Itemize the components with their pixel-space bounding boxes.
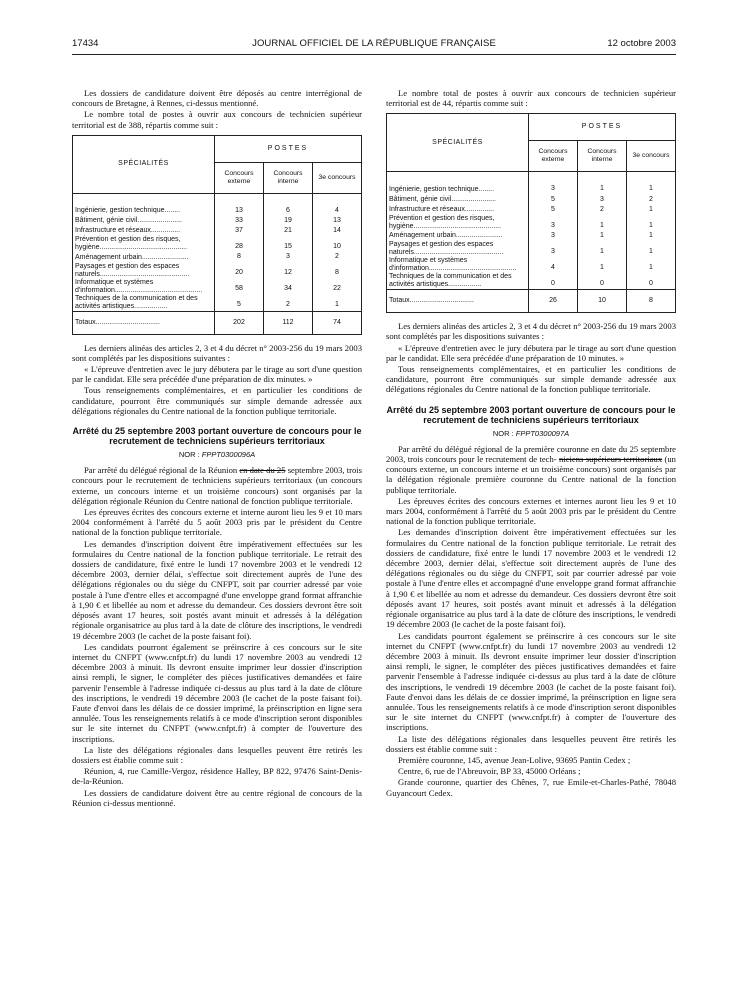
table-row: Techniques de la communication et des activités artistiques................. 0 0 0 — [387, 273, 676, 290]
arrete-title: Arrêté du 25 septembre 2003 portant ouverture de concours pour le recrutement de techniciens supérieurs territoriaux — [72, 426, 362, 447]
table-row: Infrastructure et réseaux............... 37 21 14 — [73, 226, 362, 236]
journal-title: JOURNAL OFFICIEL DE LA RÉPUBLIQUE FRANÇAISE — [252, 38, 496, 49]
table-row: Paysages et gestion des espaces naturels.............................................. 3 1 1 — [387, 241, 676, 257]
paragraph: La liste des délégations régionales dans lesquelles peuvent être retirés les dossiers est établie comme suit : — [72, 744, 362, 765]
col-externe: Concours externe — [215, 162, 264, 193]
table-row: Informatique et systèmes d'information............................................. 4 1 1 — [387, 257, 676, 273]
nor-reference: NOR : FPPT0300096A — [178, 450, 256, 460]
table-row: Ingénierie, gestion technique........ 3 1 1 — [387, 184, 676, 194]
nor-reference: NOR : FPPT0300097A — [492, 428, 570, 438]
totals-row: Totaux................................. 202 112 74 — [73, 311, 362, 334]
paragraph: Les derniers alinéas des articles 2, 3 et 4 du décret n° 2003-256 du 19 mars 2003 sont complétés par les dispositions suivantes : — [386, 321, 676, 342]
paragraph: Les demandes d'inscription doivent être impérativement effectuées sur les formulaires du Centre national de la fonction publique territoriale. Le retrait des dossiers de candidature, fixé entre le lundi 17 novembre 2003 et le vendredi 12 décembre 2003, dernier délai, s'effectue soit directement auprès de l'une des délégations régionales ou du siège du CNFPT, soit par courrier adressé par voie postale à l'une d'entre elles et accompagné d'une enveloppe grand format affranchie à 1,90 € et libellée au nom et adresse du demandeur. Ces dossiers devront être soit déposés avant 17 heures, soit postés avant minuit et adressés à la délégation régionale organisatrice au plus tard à la date de clôture des inscriptions, le vendredi 19 décembre 2003 (le cachet de la poste faisant foi). — [72, 538, 362, 641]
paragraph: Les candidats pourront également se préinscrire à ces concours sur le site internet du CNFPT (www.cnfpt.fr) du lundi 17 novembre 2003 au vendredi 12 décembre 2003 à minuit. Ils devront ensuite imprimer leur dossier d'inscription ainsi rempli, le signer, le compléter des pièces justificatives demandées et faire parvenir l'ensemble à l'adresse indiquée ci-dessus au plus tard à la date de clôture des inscriptions, le vendredi 19 décembre 2003 (le cachet de la poste faisant foi). Faute d'envoi dans les délais de ce dossier imprimé, la préinscription en ligne sera annulée. Tous les renseignements relatifs à ce mode d'inscription seront disponibles sur le site internet du CNFPT (www.cnfpt.fr) à compter de l'ouverture des inscriptions. — [386, 630, 676, 733]
table-row: Bâtiment, génie civil....................... 33 19 13 — [73, 216, 362, 226]
col-postes: POSTES — [529, 114, 676, 141]
issue-date: 12 octobre 2003 — [607, 38, 676, 49]
totals-row: Totaux................................. 26 10 8 — [387, 290, 676, 313]
col-3e: 3e concours — [627, 141, 676, 172]
paragraph: Les demandes d'inscription doivent être impérativement effectuées sur les formulaires du Centre national de la fonction publique territoriale. Le retrait des dossiers de candidature, fixé entre le lundi 17 novembre 2003 et le vendredi 12 décembre 2003, dernier délai, s'effectue soit directement auprès de l'une des délégations régionales ou du siège du CNFPT, soit par courrier adressé par voie postale à l'une d'entre elles et accompagné d'une enveloppe grand format affranchie à 1,90 € et libellée au nom et adresse du demandeur. Ces dossiers devront être soit déposés avant 17 heures, soit postés avant minuit et adressés à la délégation régionale organisatrice au plus tard à la date de clôture des inscriptions, le vendredi 19 décembre 2003 (le cachet de la poste faisant foi). — [386, 527, 676, 630]
col-specialites: SPÉCIALITÉS — [73, 135, 215, 193]
paragraph: Par arrêté du délégué régional de la première couronne en date du 25 septembre 2003, trois concours pour le recrutement de tech- niciens supérieurs territoriaux (un concours externe, un concours interne et un troisième concours) sont organisés par la délégation régionale première couronne du Centre national de la fonction publique territoriale. — [386, 443, 676, 495]
table-row: Techniques de la communication et des activités artistiques................. 5 2 1 — [73, 295, 362, 312]
col-postes: POSTES — [215, 135, 362, 162]
left-column — [72, 88, 362, 809]
table-row: Prévention et gestion des risques, hygiène............................................. 28 15 10 — [73, 236, 362, 252]
paragraph: Les dossiers de candidature doivent être au centre régional de concours de la Réunion ci-dessus mentionné. — [72, 787, 362, 808]
postes-table — [72, 135, 362, 335]
page-number: 17434 — [72, 38, 99, 49]
paragraph: Le nombre total de postes à ouvrir aux concours de technicien supérieur territorial est de 388, répartis comme suit : — [72, 109, 362, 130]
paragraph: Par arrêté du délégué régional de la Réunion en date du 25 septembre 2003, trois concours pour le recrutement de techniciens supérieurs territoriaux (un concours externe, un concours interne et un troisième concours) sont organisés par la délégation régionale Réunion du Centre national de fonction publique territoriale. — [72, 465, 362, 506]
table-row: Bâtiment, génie civil....................... 5 3 2 — [387, 195, 676, 205]
col-specialites: SPÉCIALITÉS — [387, 114, 529, 172]
paragraph: Tous renseignements complémentaires, et en particulier les conditions de candidature, pourront être communiqués sur simple demande adressée aux délégations régionales du Centre national de la fonction publique territoriale. — [72, 385, 362, 416]
table-row: Prévention et gestion des risques, hygiène............................................. 3 1 1 — [387, 215, 676, 231]
running-header — [72, 38, 676, 52]
arrete-title: Arrêté du 25 septembre 2003 portant ouverture de concours pour le recrutement de techniciens supérieurs territoriaux — [386, 404, 676, 425]
paragraph: Les candidats pourront également se préinscrire à ces concours sur le site internet du CNFPT (www.cnfpt.fr) du lundi 17 novembre 2003 au vendredi 12 décembre 2003 à minuit. Ils devront ensuite imprimer leur dossier d'inscription ainsi rempli, le signer, le compléter des pièces justificatives demandées et faire parvenir l'ensemble à l'adresse indiquée ci-dessus au plus tard à la date de clôture des inscriptions, le vendredi 19 décembre 2003 (le cachet de la poste faisant foi). Faute d'envoi dans les délais de ce dossier imprimé, la préinscription en ligne sera annulée. Tous les renseignements relatifs à ce mode d'inscription seront disponibles sur le site internet du CNFPT (www.cnfpt.fr) à compter de l'ouverture des inscriptions. — [72, 641, 362, 744]
table-row: Paysages et gestion des espaces naturels.............................................. 20 12 8 — [73, 263, 362, 279]
col-interne: Concours interne — [264, 162, 313, 193]
paragraph: « L'épreuve d'entretien avec le jury débutera par le tirage au sort d'une question par le candidat. Elle sera précédée d'une préparation de dix minutes. » — [72, 364, 362, 385]
paragraph: Le nombre total de postes à ouvrir aux concours de technicien supérieur territorial est de 44, répartis comme suit : — [386, 88, 676, 109]
table-row: Infrastructure et réseaux............... 5 2 1 — [387, 205, 676, 215]
paragraph: « L'épreuve d'entretien avec le jury débutera par le tirage au sort d'une question par le candidat. Elle sera précédée d'une préparation de 10 minutes. » — [386, 342, 676, 363]
paragraph: Les derniers alinéas des articles 2, 3 et 4 du décret n° 2003-256 du 19 mars 2003 sont complétés par les dispositions suivantes : — [72, 342, 362, 363]
paragraph: La liste des délégations régionales dans lesquelles peuvent être retirés les dossiers est établie comme suit : — [386, 733, 676, 754]
table-row: Aménagement urbain........................ 8 3 2 — [73, 252, 362, 262]
col-externe: Concours externe — [529, 141, 578, 172]
paragraph: Première couronne, 145, avenue Jean-Lolive, 93695 Pantin Cedex ; — [398, 754, 631, 765]
table-row: Informatique et systèmes d'information............................................. 58 34 22 — [73, 279, 362, 295]
col-3e: 3e concours — [313, 162, 362, 193]
header-rule — [72, 54, 676, 55]
paragraph: Réunion, 4, rue Camille-Vergoz, résidence Halley, BP 822, 97476 Saint-Denis-de-la-Réunion. — [72, 766, 362, 787]
paragraph: Tous renseignements complémentaires, et en particulier les conditions de candidature, pourront être communiqués sur simple demande adressée aux délégations régionales du Centre national de la fonction publique territoriale. — [386, 364, 676, 395]
right-column — [386, 88, 676, 799]
paragraph: Grande couronne, quartier des Chênes, 7, rue Emile-et-Charles-Pathé, 78048 Guyancourt Cedex. — [386, 777, 676, 798]
col-interne: Concours interne — [578, 141, 627, 172]
paragraph: Centre, 6, rue de l'Abreuvoir, BP 33, 45000 Orléans ; — [398, 766, 581, 777]
paragraph: Les épreuves écrites des concours externe et interne auront lieu les 9 et 10 mars 2004 conformément à l'arrêté du 5 août 2003 pris par le président du Centre national de la fonction publique territoriale. — [72, 507, 362, 538]
table-row: Ingénierie, gestion technique........ 13 6 4 — [73, 206, 362, 216]
paragraph: Les dossiers de candidature doivent être déposés au centre interrégional de concours de Bretagne, à Rennes, ci-dessus mentionné. — [72, 88, 362, 109]
postes-table — [386, 113, 676, 313]
table-row: Aménagement urbain........................ 3 1 1 — [387, 231, 676, 241]
paragraph: Les épreuves écrites des concours externes et internes auront lieu les 9 et 10 mars 2004, conformément à l'arrêté du 5 août 2003 pris par le président du Centre national de la fonction publique territoriale. — [386, 495, 676, 527]
